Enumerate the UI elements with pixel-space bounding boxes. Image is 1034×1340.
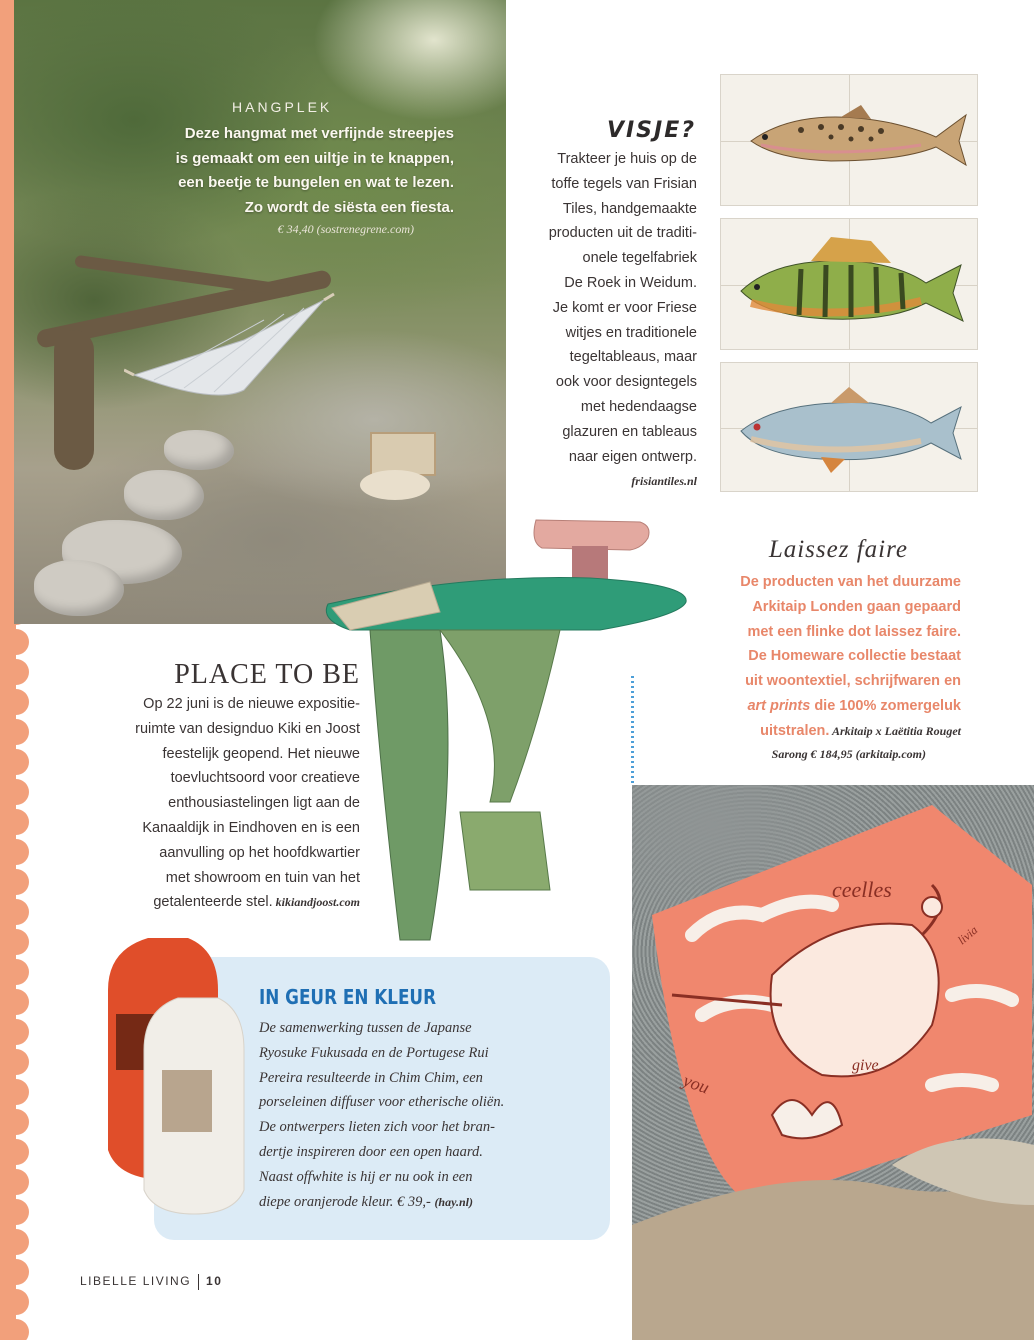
sarong-word-2: you (680, 1069, 712, 1098)
hammock-illustration (124, 280, 344, 440)
place-to-be-text: Op 22 juni is de nieuwe expositie- ruimte van designduo Kiki en Joost feestelijk geopend. Het nieuwe toevluchtsoord voor creatieve enthousiastelingen ligt aan de Kanaaldijk in Eindhoven en is een aanvulling op het hoofdkwartier met showroom en tuin van het getalenteerde stel. kikiandjoost.com (135, 696, 360, 911)
visje-title: VISJE? (606, 118, 696, 143)
in-geur-en-kleur-credit: (hay.nl) (434, 1194, 473, 1209)
fish-tile-roach (720, 362, 978, 492)
place-to-be-title: PLACE TO BE (174, 659, 360, 690)
in-geur-en-kleur-text: De samenwerking tussen de Japanse Ryosuke Fukusada en de Portugese Rui Pereira resulteerde in Chim Chim, een porseleinen diffuser voor etherische oliën. De ontwerpers lieten zich voor het bran- dertje inspireren door een open haard. Naast offwhite is hij er nu ook in een diepe oranjerode kleur. € 39,- (hay.nl) (259, 1020, 505, 1210)
sarong-word-3: give (852, 1057, 879, 1074)
sarong-illustration (632, 785, 1034, 1340)
laissez-faire-title: Laissez faire (768, 536, 908, 563)
visje-credit: frisiantiles.nl (631, 474, 697, 488)
roach-icon (721, 363, 979, 493)
laissez-faire-credit-2: Sarong € 184,95 (arkitaip.com) (771, 747, 926, 761)
in-geur-en-kleur-title: IN GEUR EN KLEUR (259, 985, 437, 1009)
sarong-photo (632, 785, 1034, 1340)
page-footer (80, 1274, 222, 1290)
sarong-word-4: livia (954, 922, 981, 948)
sarong-word-1: ceelles (832, 877, 892, 902)
place-to-be-credit: kikiandjoost.com (272, 895, 360, 910)
visje-text: Trakteer je huis op de toffe tegels van Frisian Tiles, handgemaakte producten uit de traditi- onele tegelfabriek De Roek in Weidum. Je komt er voor Friese witjes en traditionele tegeltableaus, maar ook voor designtegels met hedendaagse glazuren en tableaus naar eigen ontwerp. (548, 151, 697, 465)
hangplek-text: Deze hangmat met verfijnde streepjes is gemaakt om een uiltje in te knappen, een beetje te bungelen en wat te lezen. Zo wordt de siësta een fiesta. (175, 125, 454, 216)
hangplek-title: HANGPLEK (232, 99, 333, 115)
dotted-divider (631, 676, 634, 786)
fish-tile-perch (720, 218, 978, 350)
hangplek-price: € 34,40 (sostrenegrene.com) (277, 222, 414, 236)
laissez-faire-text: De producten van het duurzame Arkitaip Londen gaan gepaard met een flinke dot laissez faire. De Homeware collectie bestaat uit woontextiel, schrijfwaren en art prints die 100% zomergeluk uitstralen. Arkitaip x Laëtitia Rouget (740, 574, 961, 739)
perch-icon (721, 219, 979, 351)
laissez-faire-credit-1: Arkitaip x Laëtitia Rouget (829, 723, 961, 738)
trout-icon (721, 75, 979, 207)
fish-tile-trout (720, 74, 978, 206)
page-number: 10 (206, 1274, 223, 1289)
footer-brand: LIBELLE LIVING (80, 1274, 192, 1289)
diffuser-image (88, 930, 258, 1220)
